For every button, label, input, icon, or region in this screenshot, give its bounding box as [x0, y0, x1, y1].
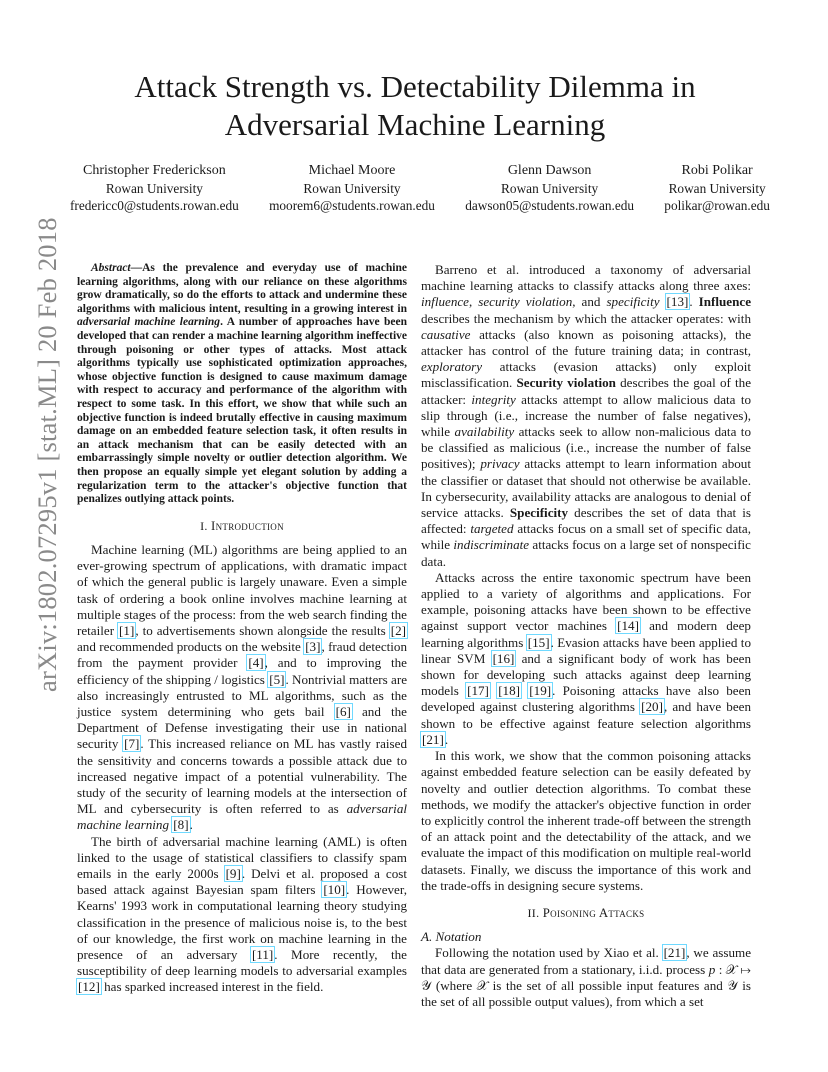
notation-paragraph: Following the notation used by Xiao et al. [21], we assume that data are generated from a stationary, i.i.d. process p : 𝒳 ↦ 𝒴 (where 𝒳 is the set of all possible input features and 𝒴 is the set of all possible output values), from which a set	[421, 945, 751, 1009]
intro-paragraph-2: The birth of adversarial machine learning (AML) is often linked to the usage of statistical classifiers to classify spam emails in the early 2000s [9]. Delvi et al. proposed a cost based attack against Bayesian spam filters [10]. However, Kearns' 1993 work in computational learning theory studying classification in the presence of malicious noise is, to the best of our knowledge, the first work on machine learning in the presence of an adversary [11]. More recently, the susceptibility of deep learning models to adversarial examples [12] has sparked increased interest in the field.	[77, 833, 407, 995]
citation-link[interactable]: [20]	[641, 699, 663, 715]
abstract-label: Abstract	[91, 262, 131, 274]
author-block	[70, 162, 770, 215]
author-affiliation: Rowan University	[105, 180, 203, 196]
citation-link[interactable]: [13]	[666, 294, 689, 310]
contribution-paragraph: In this work, we show that the common poisoning attacks against embedded feature selection can be easily defeated by novelty and outlier detection algorithms. To combat these methods, we modify the attacker's objective function in order to explicitly control the inherent trade-off between the strength of an attack point and the detectability of the attack, and we evaluate the impact of this modification on multiple real-world datasets. Finally, we discuss the importance of this work and the trade-offs in designing secure systems.	[421, 748, 751, 893]
citation-link[interactable]: [8]	[173, 817, 189, 833]
author	[465, 162, 634, 215]
left-column	[77, 262, 407, 996]
right-column	[421, 262, 751, 1010]
applications-paragraph: Attacks across the entire taxonomic spectrum have been applied to a variety of algorithms and applications. For example, poisoning attacks have been shown to be effective against support vector machines [14] and modern deep learning algorithms [15]. Evasion attacks have been applied to linear SVM [16] and a significant body of work has been shown for developing such attacks against deep learning models [17] [18] [19]. Poisoning attacks have also been developed against clustering algorithms [20], and have been shown to be effective against feature selection algorithms [21].	[421, 569, 752, 747]
author-affiliation: Rowan University	[668, 180, 766, 196]
author-name: Christopher Frederickson	[83, 163, 226, 178]
citation-link[interactable]: [14]	[617, 618, 639, 634]
section-heading-poisoning-attacks: II. Poisoning Attacks	[527, 905, 645, 920]
citation-link[interactable]: [17]	[467, 683, 489, 699]
abstract: Abstract—As the prevalence and everyday use of machine learning algorithms, along with our reliance on these algorithms grow dramatically, so do the efforts to attack and undermine these algorithms with malicious intent, resulting in a growing interest in adversarial machine learning. A number of approaches have been developed that can render a machine learning algorithm ineffective through poisoning or other types of attacks. Most attack algorithms typically use sophisticated optimization approaches, whose objective function is designed to cause maximum damage with respect to accuracy and performance of the algorithm with respect to some task. In this effort, we show that while such an objective function is indeed brutally effective in causing maximum damage on an embedded feature selection task, it often results in an attack mechanism that can be easily detected with an embarrassingly simple novelty or outlier detection algorithm. We then propose an equally simple yet elegant solution by adding a regularization term to the attacker's objective function that penalizes outlying attack points.	[77, 262, 407, 506]
citation-link[interactable]: [15]	[527, 634, 550, 650]
author-name: Robi Polikar	[681, 163, 753, 178]
taxonomy-paragraph: Barreno et al. introduced a taxonomy of adversarial machine learning attacks to classify attacks along three axes: influence, security violation, and specificity [13]. Influence describes the mechanism by which the attacker operates: with causative attacks (also known as poisoning attacks), the attacker has control of the future training data; in contrast, exploratory attacks (evasion attacks) only exploit misclassification. Security violation describes the goal of the attacker: integrity attacks attempt to allow malicious data to slip through (i.e., increase the number of false negatives), while availability attacks seek to allow non-malicious data to be classified as malicious (i.e., increase the number of false positives); privacy attacks attempt to learn information about the classifier or dataset that should not otherwise be available. In cybersecurity, availability attacks are analogous to denial of service attacks. Specificity describes the set of data that is affected: targeted attacks focus on a small set of specific data, while indiscriminate attacks focus on a large set of nonspecific data.	[421, 262, 752, 569]
author-affiliation: Rowan University	[501, 180, 599, 196]
subsection-heading-notation: A. Notation	[421, 929, 482, 945]
author	[664, 162, 770, 215]
citation-link[interactable]: [11]	[251, 946, 274, 962]
paper-title: Attack Strength vs. Detectability Dilemma in Adversarial Machine Learning	[134, 69, 696, 142]
citation-link[interactable]: [10]	[323, 882, 346, 898]
citation-link[interactable]: [6]	[335, 703, 351, 719]
author-email[interactable]: fredericc0@students.rowan.edu	[70, 198, 239, 213]
arxiv-stamp	[12, 217, 62, 692]
author-email[interactable]: polikar@rowan.edu	[664, 198, 770, 213]
citation-link[interactable]: [21]	[422, 731, 444, 747]
citation-link[interactable]: [3]	[305, 639, 321, 655]
citation-link[interactable]: [19]	[529, 683, 552, 699]
section-heading-introduction: I. Introduction	[200, 518, 284, 533]
author	[70, 162, 239, 215]
citation-link[interactable]: [16]	[492, 650, 515, 666]
citation-link[interactable]: [1]	[119, 622, 135, 638]
citation-link[interactable]: [4]	[248, 655, 264, 671]
author	[269, 162, 435, 215]
citation-link[interactable]: [12]	[78, 979, 100, 995]
intro-paragraph-1: Machine learning (ML) algorithms are being applied to an ever-growing spectrum of applications, with dramatic impact of which the general public is largely unaware. Even a simple task of ordering a book online involves machine learning at multiple stages of the process: from the web search finding the retailer [1], to advertisements shown alongside the results [2] and recommended products on the website [3], fraud detection from the payment provider [4], and to improving the efficiency of the shipping / logistics [5]. Nontrivial matters are also increasingly entrusted to ML algorithms, such as the justice system determining who gets bail [6] and the Department of Defense investigating their use in national security [7]. This increased reliance on ML has vastly raised the sensitivity and concerns towards a possible attack due to increased negative impact of a potential vulnerability. The study of the security of learning models at the intersection of ML and cybersecurity is often referred to as adversarial machine learning [8].	[77, 541, 408, 833]
citation-link[interactable]: [7]	[124, 736, 140, 752]
author-name: Glenn Dawson	[507, 163, 592, 178]
citation-link[interactable]: [5]	[269, 671, 285, 687]
author-email[interactable]: dawson05@students.rowan.edu	[465, 198, 635, 213]
citation-link[interactable]: [2]	[390, 622, 406, 638]
citation-link[interactable]: [18]	[498, 683, 521, 699]
author-affiliation: Rowan University	[303, 180, 401, 196]
citation-link[interactable]: [9]	[225, 865, 241, 881]
author-email[interactable]: moorem6@students.rowan.edu	[269, 198, 435, 213]
citation-link[interactable]: [21]	[663, 945, 686, 961]
arxiv-identifier: arXiv:1802.07295v1 [stat.ML] 20 Feb 2018	[32, 217, 62, 692]
author-name: Michael Moore	[308, 163, 396, 178]
